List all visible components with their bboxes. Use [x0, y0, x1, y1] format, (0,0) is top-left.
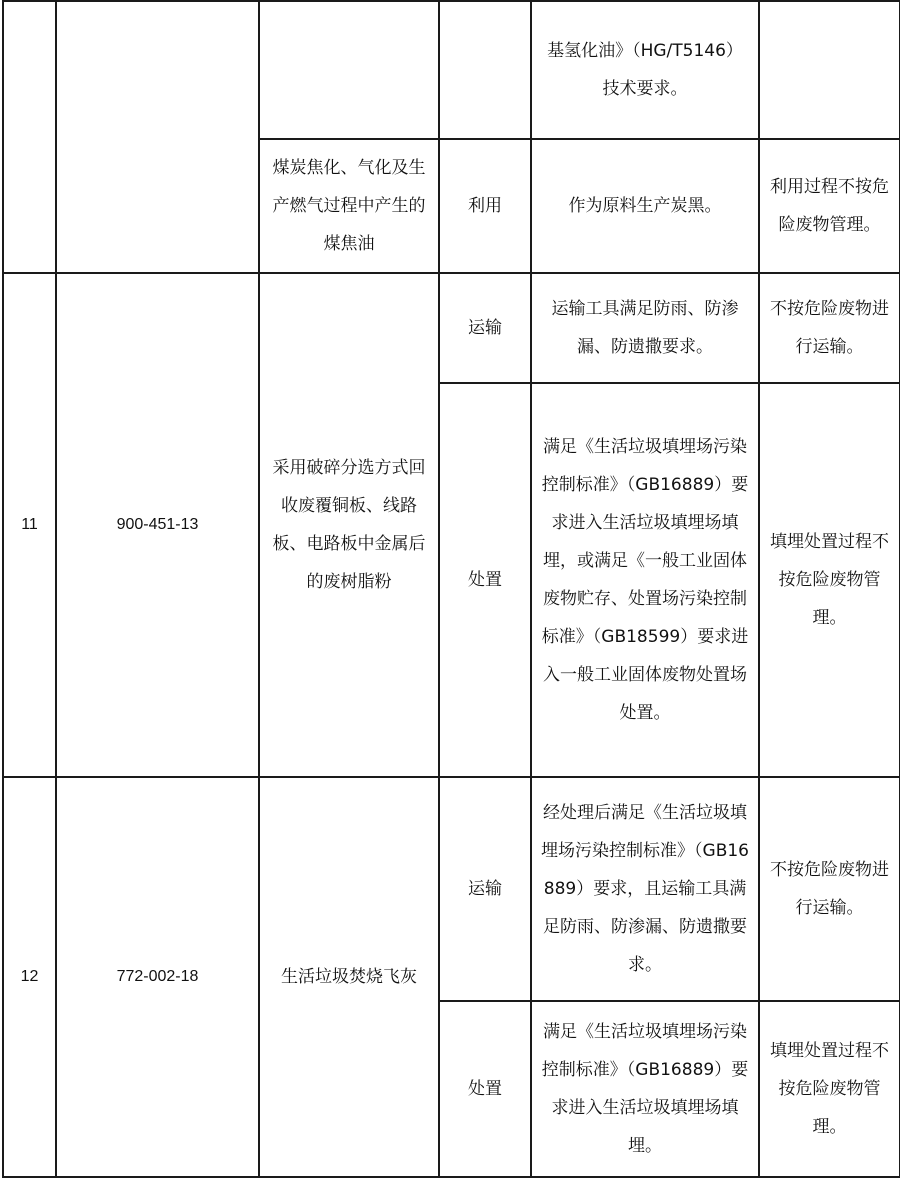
- stage-cell: 处置: [439, 383, 531, 777]
- table-row: [3, 1, 900, 139]
- stage-cell: [439, 1, 531, 139]
- note-cell: 利用过程不按危险废物管理。: [759, 139, 900, 273]
- requirement-cell: 作为原料生产炭黑。: [531, 139, 759, 273]
- item-number-cell: 12: [3, 777, 56, 1177]
- note-cell: 填埋处置过程不按危险废物管理。: [759, 1001, 900, 1177]
- stage-cell: 运输: [439, 273, 531, 383]
- requirement-cell: 满足《生活垃圾填埋场污染控制标准》（GB16889）要求进入生活垃圾填埋场填埋，或满足《一般工业固体废物贮存、处置场污染控制标准》（GB18599）要求进入一般工业固体废物处置场处置。: [531, 383, 759, 777]
- note-cell: [759, 1, 900, 139]
- item-number-cell: 11: [3, 273, 56, 777]
- requirement-cell: 满足《生活垃圾填埋场污染控制标准》（GB16889）要求进入生活垃圾填埋场填埋。: [531, 1001, 759, 1177]
- note-cell: 填埋处置过程不按危险废物管理。: [759, 383, 900, 777]
- waste-description-cell: 生活垃圾焚烧飞灰: [259, 777, 439, 1177]
- item-number-cell: [3, 1, 56, 273]
- waste-description-cell: 煤炭焦化、气化及生产燃气过程中产生的煤焦油: [259, 139, 439, 273]
- waste-code-cell: 900-451-13: [56, 273, 259, 777]
- waste-code-cell: 772-002-18: [56, 777, 259, 1177]
- stage-cell: 处置: [439, 1001, 531, 1177]
- waste-description-cell: 采用破碎分选方式回收废覆铜板、线路板、电路板中金属后的废树脂粉: [259, 273, 439, 777]
- requirement-cell: 基氢化油》（HG/T5146）技术要求。: [531, 1, 759, 139]
- stage-cell: 利用: [439, 139, 531, 273]
- note-cell: 不按危险废物进行运输。: [759, 777, 900, 1001]
- waste-code-cell: [56, 1, 259, 273]
- stage-cell: 运输: [439, 777, 531, 1001]
- requirement-cell: 运输工具满足防雨、防渗漏、防遗撒要求。: [531, 273, 759, 383]
- waste-description-cell: [259, 1, 439, 139]
- waste-exemption-table: [2, 0, 900, 1178]
- table-row: [3, 777, 900, 1001]
- requirement-cell: 经处理后满足《生活垃圾填埋场污染控制标准》（GB16889）要求，且运输工具满足防雨、防渗漏、防遗撒要求。: [531, 777, 759, 1001]
- table-row: [3, 273, 900, 383]
- note-cell: 不按危险废物进行运输。: [759, 273, 900, 383]
